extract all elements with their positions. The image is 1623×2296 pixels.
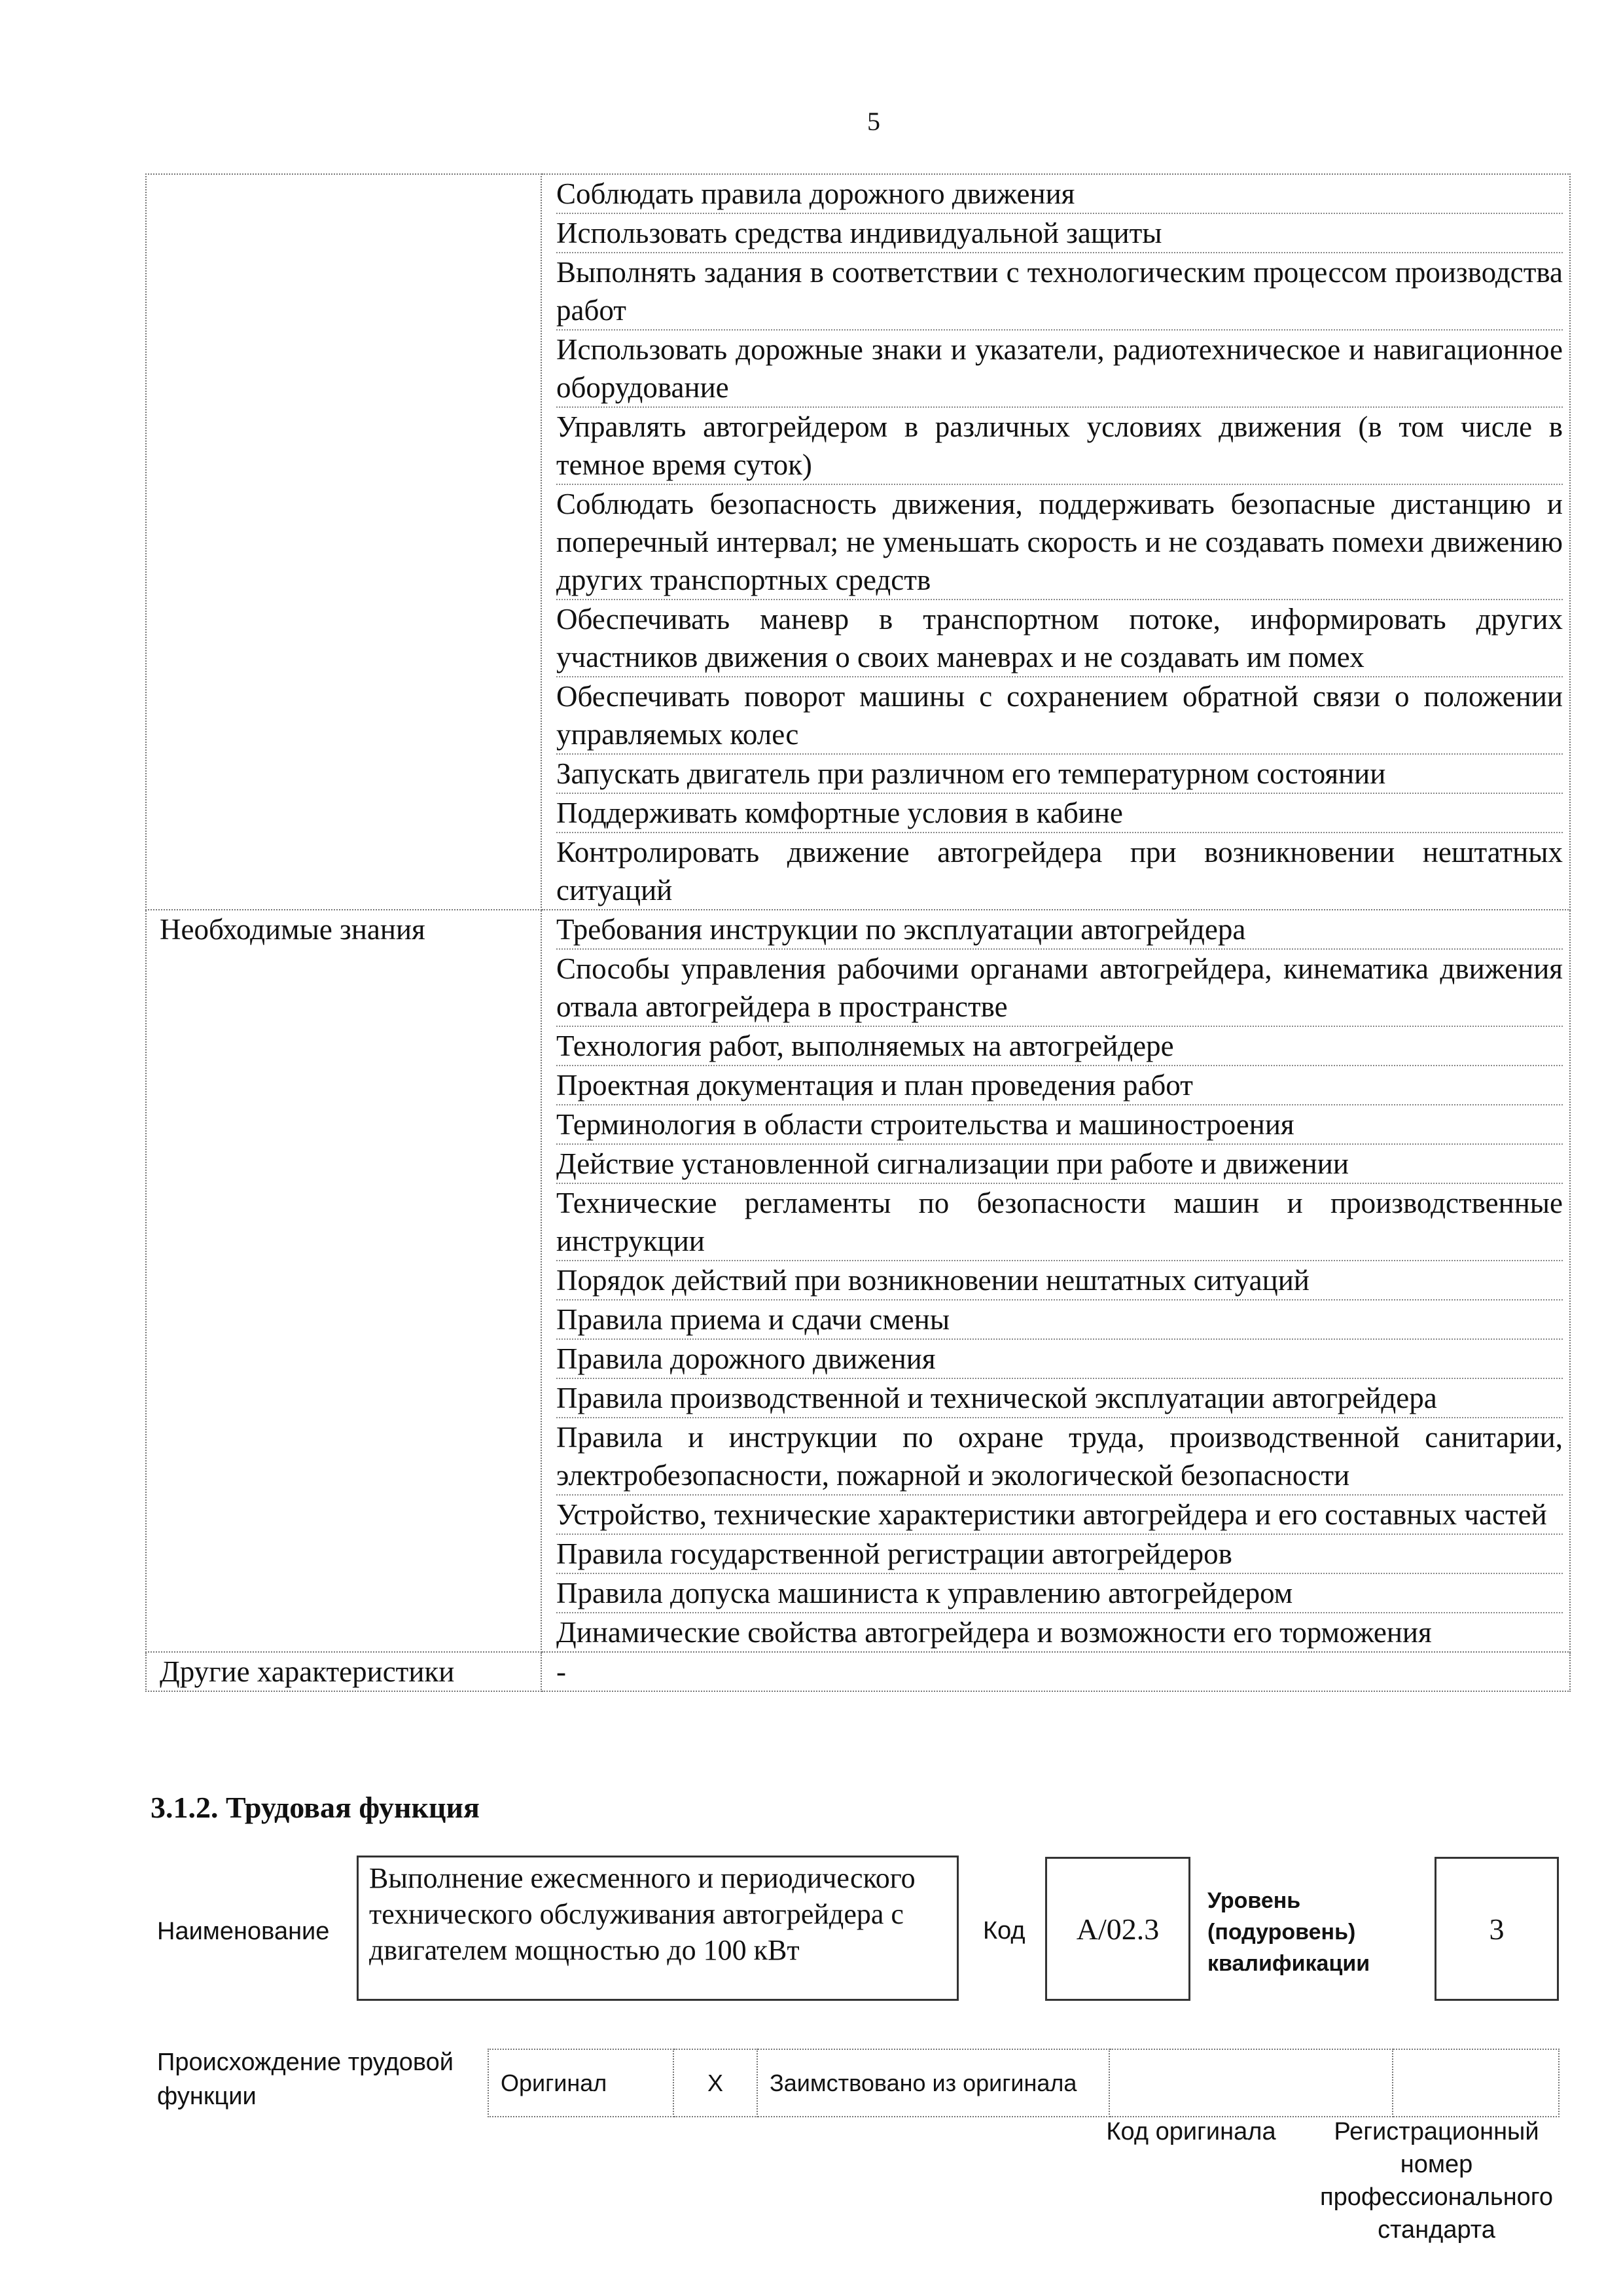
skill-item: Соблюдать правила дорожного движения xyxy=(556,175,1563,214)
skill-item: Управлять автогрейдером в различных условиях движения (в том числе в темное время суток) xyxy=(556,408,1563,485)
registration-number-cell xyxy=(1393,2049,1559,2117)
knowledge-content-cell xyxy=(541,910,1570,1652)
other-label: Другие характеристики xyxy=(160,1655,455,1688)
other-label-cell xyxy=(146,1652,541,1691)
other-value: - xyxy=(556,1655,566,1688)
knowledge-item: Правила и инструкции по охране труда, производственной санитарии, электробезопасности, пожарной и экологической безопасности xyxy=(556,1418,1563,1496)
knowledge-item: Правила приема и сдачи смены xyxy=(556,1300,1563,1340)
skill-item: Обеспечивать поворот машины с сохранением обратной связи о положении управляемых колес xyxy=(556,677,1563,755)
original-label: Оригинал xyxy=(488,2049,673,2117)
code-label: Код xyxy=(983,1917,1026,1945)
other-value-cell xyxy=(541,1652,1570,1691)
caption-registration-number: Регистрационный номер профессионального стандарта xyxy=(1320,2118,1553,2244)
knowledge-item: Технология работ, выполняемых на автогрейдере xyxy=(556,1027,1563,1066)
knowledge-item: Устройство, технические характеристики автогрейдера и его составных частей xyxy=(556,1496,1563,1535)
knowledge-item: Действие установленной сигнализации при работе и движении xyxy=(556,1145,1563,1184)
knowledge-item: Порядок действий при возникновении нештатных ситуаций xyxy=(556,1261,1563,1300)
original-code-cell xyxy=(1109,2049,1393,2117)
skill-item: Поддерживать комфортные условия в кабине xyxy=(556,794,1563,833)
knowledge-item: Правила государственной регистрации автогрейдеров xyxy=(556,1535,1563,1574)
name-value-box: Выполнение ежесменного и периодического технического обслуживания автогрейдера с двигателем мощностью до 100 кВт xyxy=(357,1856,959,2001)
skill-item: Запускать двигатель при различном его температурном состоянии xyxy=(556,755,1563,794)
knowledge-item: Правила производственной и технической эксплуатации автогрейдера xyxy=(556,1379,1563,1418)
skills-content-cell xyxy=(541,174,1570,910)
knowledge-item: Проектная документация и план проведения работ xyxy=(556,1066,1563,1105)
knowledge-label: Необходимые знания xyxy=(160,913,425,946)
skill-item: Использовать дорожные знаки и указатели, радиотехническое и навигационное оборудование xyxy=(556,331,1563,408)
origin-table xyxy=(488,2049,1560,2117)
original-mark: X xyxy=(673,2049,757,2117)
level-label: Уровень (подуровень) квалификации xyxy=(1207,1888,1370,1976)
knowledge-row xyxy=(146,910,1570,1652)
skills-label-cell xyxy=(146,174,541,910)
name-label: Наименование xyxy=(157,1918,330,1945)
knowledge-item: Требования инструкции по эксплуатации автогрейдера xyxy=(556,910,1563,950)
code-value-box: А/02.3 xyxy=(1045,1857,1190,2001)
knowledge-item: Способы управления рабочими органами автогрейдера, кинематика движения отвала автогрейдера в пространстве xyxy=(556,950,1563,1027)
other-row xyxy=(146,1652,1570,1691)
skill-item: Выполнять задания в соответствии с технологическим процессом производства работ xyxy=(556,253,1563,331)
section-heading: 3.1.2. Трудовая функция xyxy=(151,1791,480,1824)
knowledge-label-cell xyxy=(146,910,541,1652)
knowledge-item: Правила допуска машиниста к управлению автогрейдером xyxy=(556,1574,1563,1613)
skills-row xyxy=(146,174,1570,910)
borrowed-label: Заимствовано из оригинала xyxy=(757,2049,1109,2117)
page-number: 5 xyxy=(867,107,880,136)
caption-original-code: Код оригинала xyxy=(1106,2118,1276,2145)
skill-item: Использовать средства индивидуальной защиты xyxy=(556,214,1563,253)
knowledge-item: Терминология в области строительства и машиностроения xyxy=(556,1105,1563,1145)
knowledge-item: Динамические свойства автогрейдера и возможности его торможения xyxy=(556,1616,1432,1649)
knowledge-item: Правила дорожного движения xyxy=(556,1340,1563,1379)
skill-item: Обеспечивать маневр в транспортном потоке, информировать других участников движения о своих маневрах и не создавать им помех xyxy=(556,600,1563,677)
skill-item: Соблюдать безопасность движения, поддерживать безопасные дистанцию и поперечный интервал; не уменьшать скорость и не создавать помехи движению других транспортных средств xyxy=(556,485,1563,600)
origin-label: Происхождение трудовой функции xyxy=(157,2049,454,2110)
level-value-box: 3 xyxy=(1435,1857,1559,2001)
knowledge-item: Технические регламенты по безопасности машин и производственные инструкции xyxy=(556,1184,1563,1261)
skill-item: Контролировать движение автогрейдера при возникновении нештатных ситуаций xyxy=(556,836,1563,906)
skills-knowledge-table xyxy=(145,173,1571,1692)
